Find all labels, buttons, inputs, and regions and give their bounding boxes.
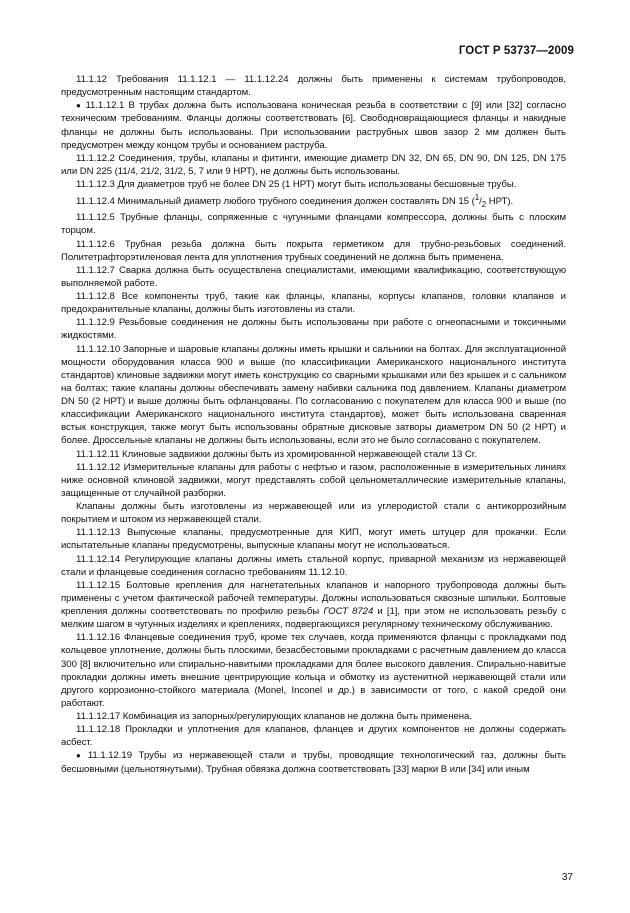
gost-reference: ГОСТ 8724 (323, 606, 374, 618)
page-number: 37 (561, 872, 573, 883)
paragraph-11-1-12-4: 11.1.12.4 Минимальный диаметр любого трубного соединения должен составлять DN 15 ($^1/_2$ НРТ). (76, 193, 514, 210)
standard-code-header: ГОСТ Р 53737—2009 (458, 45, 574, 57)
paragraph-11-1-12-2: 11.1.12.2 Соединения, трубы, клапаны и фитинги, имеющие диаметр DN 32, DN 65, DN 90, DN 125, DN 175 или DN 225 (11/4, 21/2, 31/2, 5, 7 или 9 НРТ), не должны быть использованы. (61, 152, 566, 177)
paragraph-11-1-12-3: 11.1.12.3 Для диаметров труб не более DN 25 (1 НРТ) могут быть использованы бесшовные трубы. (76, 179, 517, 190)
paragraph-11-1-12-13: 11.1.12.13 Выпускные клапаны, предусмотренные для КИП, могут иметь штуцер для прокачки. Если испытательные клапаны предусмотрены, выпускные клапаны могут не использоваться. (61, 527, 566, 552)
paragraph-11-1-12-16: 11.1.12.16 Фланцевые соединения труб, кроме тех случаев, когда применяются фланцы с прокладками под кольцевое уплотнение, должны быть плоскими, безасбестовыми прокладками с расчетным давлением до класса 300 [8] включительно или спирально-навитыми прокладками для более высокого давления. Спирально-навитые прокладки должны иметь внешние центрирующие кольца и обмотку из аустенитной нержавеющей стали или другого коррозионно-стойкого материала (Monel, Inconel и др.) в зависимости от того, с какой средой они работают. (61, 632, 566, 709)
paragraph-11-1-12-11: 11.1.12.11 Клиновые задвижки должны быть из хромированной нержавеющей стали 13 Cr. (76, 448, 477, 460)
paragraph-11-1-12-5: 11.1.12.5 Трубные фланцы, сопряженные с чугунными фланцами компрессора, должны быть с плоским торцом. (61, 212, 566, 237)
paragraph-11-1-12-1: ● 11.1.12.1 В трубах должна быть использована коническая резьба в соответствии с [9] или [32] согласно техническим требованиям. Фланцы должны соответствовать [6]. Свободновращающиеся фланцы и накидные фланцы не должны быть использованы. При использовании раструбных швов зазор 2 мм должен быть предусмотрен между концом трубы и основанием раструба. (61, 100, 566, 151)
paragraph-11-1-12-18: 11.1.12.18 Прокладки и уплотнения для клапанов, фланцев и других компонентов не должны содержать асбест. (61, 724, 566, 749)
document-body (61, 73, 566, 776)
paragraph-11-1-12-8: 11.1.12.8 Все компоненты труб, такие как фланцы, клапаны, корпусы клапанов, головки клапанов и предохранительные клапаны, должны быть изготовлены из стали. (61, 291, 566, 316)
paragraph-11-1-12-15: 11.1.12.15 Болтовые крепления для нагнетательных клапанов и напорного трубопровода должны быть применены с учетом фактической рабочей температуры. Должны использоваться сквозные шпильки. Болтовые крепления должны соответствовать по профилю резьбы ГОСТ 8724 и [1], при этом не использовать резьбу с мелким шагом в чугунных изделиях и креплениях, подвергающихся регулярному техническому обслуживанию. (61, 579, 567, 631)
paragraph-11-1-12-7: 11.1.12.7 Сварка должна быть осуществлена специалистами, имеющими квалификацию, соответствующую выполняемой работе. (61, 264, 566, 289)
paragraph-11-1-12-10: 11.1.12.10 Запорные и шаровые клапаны должны иметь крышки и сальники на болтах. Для эксплуатационной мощности оборудования класса 900 и выше (по классификации Американского национального института стандартов) клиновые задвижки могут иметь конструкцию со сварными крышками или без крышек и с сальником на болтах; такие клапаны должны обеспечивать замену набивки сальника под давлением. Клапаны диаметром DN 50 (2 НРТ) и выше должны быть офланцованы. По согласованию с покупателем для класса 900 и выше (по классификации Американского национального института стандартов), может быть использована сваренная встык конструкция, также могут быть использованы обратные дисковые затворы диаметром DN 50 (2 НРТ) и более. Дроссельные клапаны не должны быть использованы, если это не было согласовано с покупателем. (61, 343, 566, 447)
paragraph-11-1-12-6: 11.1.12.6 Трубная резьба должна быть покрыта герметиком для трубно-резьбовых соединений. Политетрафторэтиленовая лента для уплотнения трубных соединений не должна быть применена. (61, 238, 566, 263)
paragraph-11-1-12-12: 11.1.12.12 Измерительные клапаны для работы с нефтью и газом, расположенные в измерительных линиях ниже основной клиновой задвижки, могут представлять собой цельнометаллические измерительные клапаны, защищенные от случайной разборки. (61, 461, 566, 499)
paragraph-11-1-12-9: 11.1.12.9 Резьбовые соединения не должны быть использованы при работе с огнеопасными и токсичными жидкостями. (61, 317, 566, 342)
paragraph-11-1-12-19: ● 11.1.12.19 Трубы из нержавеющей стали и трубы, проводящие технологический газ, должны быть бесшовными (цельнотянутыми). Трубная обвязка должна соответствовать [33] марки В или [34] или иным (61, 750, 566, 775)
bullet-icon: ● (76, 751, 85, 761)
paragraph-11-1-12: 11.1.12 Требования 11.1.12.1 — 11.1.12.24 должны быть применены к системам трубопроводов, предусмотренным настоящим стандартом. (61, 74, 566, 99)
bullet-icon: ● (76, 101, 83, 111)
paragraph-11-1-12-14: 11.1.12.14 Регулирующие клапаны должны иметь стальной корпус, приварной механизм из нержавеющей стали и фланцевые соединения согласно требованиям 11.12.10. (61, 553, 566, 578)
paragraph-11-1-12-17: 11.1.12.17 Комбинация из запорных/регулирующих клапанов не должна быть применена. (76, 711, 472, 723)
paragraph-valves-material: Клапаны должны быть изготовлены из нержавеющей или из углеродистой стали с антикоррозийным покрытием и штоком из нержавеющей стали. (61, 501, 566, 526)
